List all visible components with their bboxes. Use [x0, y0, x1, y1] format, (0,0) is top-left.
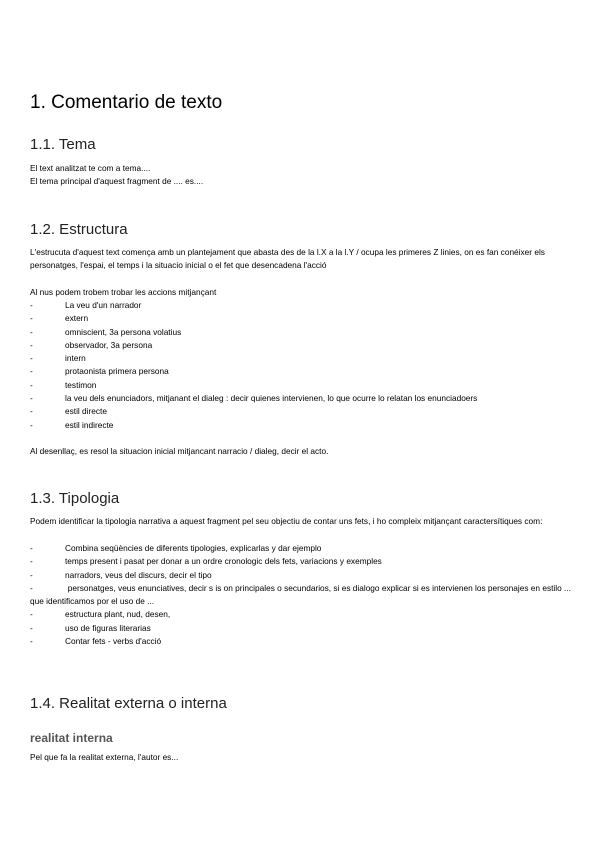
estructura-closing: Al desenllaç, es resol la situacion inicial mitjancant narracio / dialeg, decir el acto. [30, 446, 329, 456]
list-item: - omniscient, 3a persona volatius [30, 326, 182, 337]
section-heading-tipologia: 1.3. Tipologia [30, 490, 120, 507]
list-item: - testimon [30, 379, 97, 390]
document-title: 1. Comentario de texto [30, 92, 223, 113]
list-item: - extern [30, 313, 89, 324]
tipologia-intro: Podem identificar la tipologia narrativa a aquest fragment pel seu objectiu de contar uns fets, i ho compleix mitjançant caractersítiques com: [30, 516, 543, 526]
section-heading-estructura: 1.2. Estructura [30, 221, 128, 238]
section-heading-realitat: 1.4. Realitat externa o interna [30, 695, 227, 712]
tipologia-list [30, 542, 575, 648]
list-item: - La veu d'un narrador [30, 300, 142, 310]
list-item: - estil indirecte [30, 419, 114, 430]
list-item: - intern [30, 353, 86, 364]
list-item: - la veu dels enunciadors, mitjanant el dialeg : decir quienes intervienen, lo que ocurre lo relatan los enunciadoers [30, 393, 478, 404]
list-item: - estructura plant, nud, desen, [30, 609, 171, 620]
list-item: - personatges, veus enunciatives, decir s is on principales o secundarios, si es dialogo explicar si es intervienen los personajes en estilo ... que identificamos por el uso de ... [30, 582, 571, 607]
list-item: - Combina seqüències de diferents tipologies, explicarlas y dar ejemplo [30, 543, 322, 553]
list-item: - observador, 3a persona [30, 339, 153, 350]
estructura-lead: Al nus podem trobem trobar les accions mitjançant [30, 287, 217, 297]
section-heading-tema: 1.1. Tema [30, 136, 96, 153]
list-item: - estil directe [30, 406, 107, 417]
tema-line: El text analitzat te com a tema.... [30, 163, 151, 173]
list-item: - protaonista primera persona [30, 366, 169, 377]
realitat-subheading: realitat interna [30, 731, 113, 745]
list-item: - narradors, veus del discurs, decir el tipo [30, 569, 212, 580]
tema-line: El tema principal d'aquest fragment de .... es.... [30, 176, 204, 186]
list-item: - uso de figuras literarias [30, 622, 151, 633]
estructura-intro: L'estrucuta d'aquest text comença amb un plantejament que abasta des de la l.X a la l.Y / ocupa les primeres Z linies, on es fan conéixer els personatges, l'espai, el temps i la situacio inicial o el fet que desencadena l'acció [30, 247, 545, 271]
list-item: - Contar fets - verbs d'acció [30, 636, 162, 647]
realitat-text: Pel que fa la realitat externa, l'autor es... [30, 752, 179, 762]
estructura-list [30, 299, 575, 432]
list-item: - temps present i pasat per donar a un ordre cronologic dels fets, variacions y exemples [30, 556, 382, 567]
